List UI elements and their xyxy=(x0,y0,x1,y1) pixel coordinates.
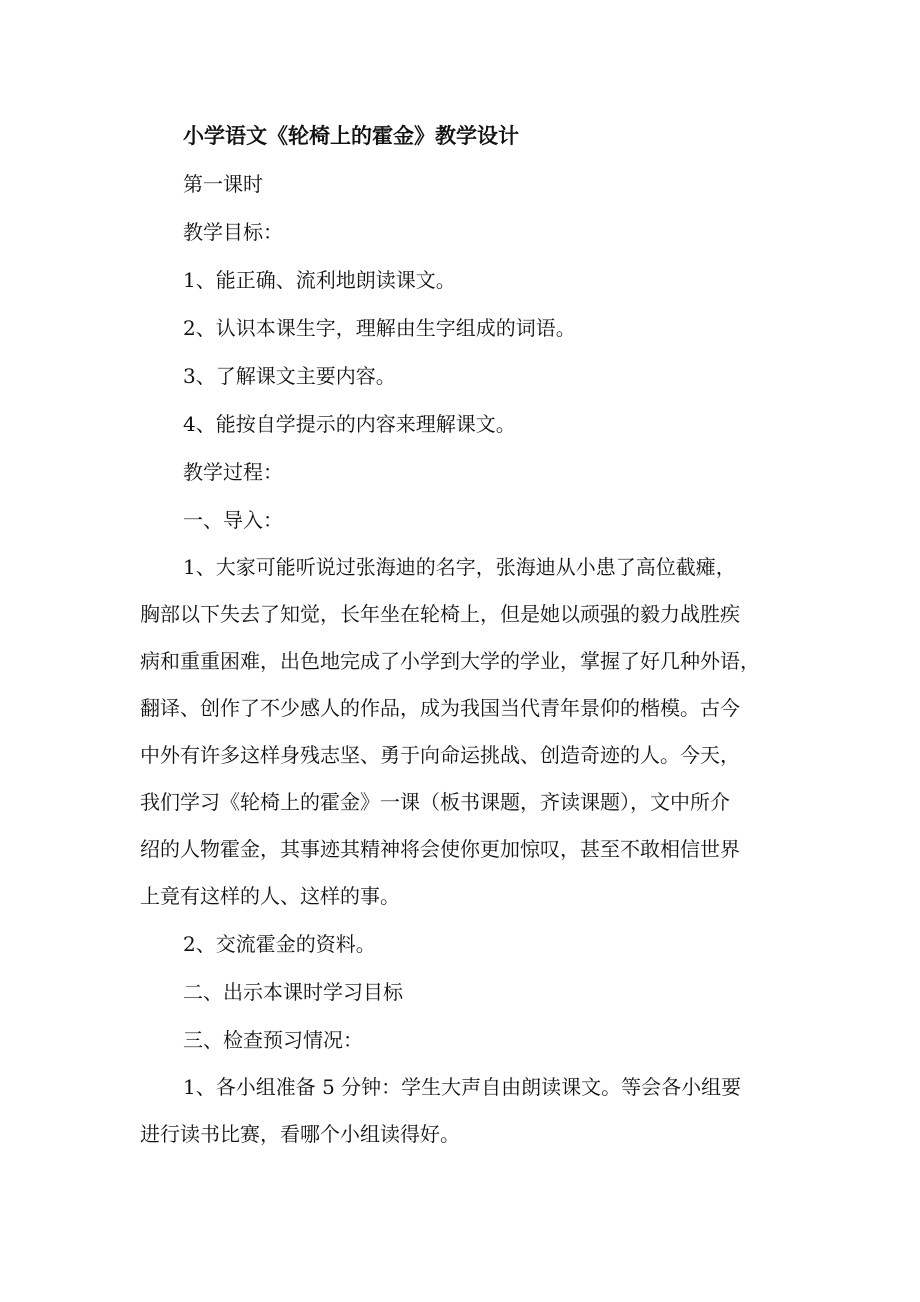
goal-item-2: 2、认识本课生字，理解由生字组成的词语。 xyxy=(183,316,576,340)
paragraph-line: 1、大家可能听说过张海迪的名字，张海迪从小患了高位截瘫， xyxy=(183,555,736,579)
goal-item-4: 4、能按自学提示的内容来理解课文。 xyxy=(183,412,516,436)
intro-paragraph xyxy=(140,544,782,920)
intro-item-2: 2、交流霍金的资料。 xyxy=(183,932,376,956)
process-heading: 教学过程： xyxy=(183,460,283,484)
paragraph-line: 上竟有这样的人、这样的事。 xyxy=(140,884,400,908)
goal-item-1: 1、能正确、流利地朗读课文。 xyxy=(183,268,456,292)
document-title: 小学语文《轮椅上的霍金》教学设计 xyxy=(183,123,519,148)
paragraph-line: 翻译、创作了不少感人的作品，成为我国当代青年景仰的楷模。古今 xyxy=(140,696,740,720)
section-1-heading: 一、导入： xyxy=(183,508,283,532)
paragraph-line: 进行读书比赛，看哪个小组读得好。 xyxy=(140,1122,460,1146)
goals-heading: 教学目标： xyxy=(183,220,283,244)
section-2-heading: 二、出示本课时学习目标 xyxy=(183,980,403,1004)
check-paragraph xyxy=(140,1064,782,1158)
goal-item-3: 3、了解课文主要内容。 xyxy=(183,364,396,388)
paragraph-line: 1、各小组准备 5 分钟：学生大声自由朗读课文。等会各小组要 xyxy=(183,1075,742,1099)
lesson-label: 第一课时 xyxy=(183,172,263,196)
paragraph-line: 绍的人物霍金，其事迹其精神将会使你更加惊叹，甚至不敢相信世界 xyxy=(140,837,740,861)
paragraph-line: 我们学习《轮椅上的霍金》一课（板书课题，齐读课题），文中所介 xyxy=(140,790,730,814)
document-page xyxy=(140,112,782,1158)
paragraph-line: 病和重重困难，出色地完成了小学到大学的学业，掌握了好几种外语， xyxy=(140,649,760,673)
section-3-heading: 三、检查预习情况： xyxy=(183,1028,363,1052)
paragraph-line: 胸部以下失去了知觉，长年坐在轮椅上，但是她以顽强的毅力战胜疾 xyxy=(140,602,740,626)
paragraph-line: 中外有许多这样身残志坚、勇于向命运挑战、创造奇迹的人。今天， xyxy=(140,743,740,767)
